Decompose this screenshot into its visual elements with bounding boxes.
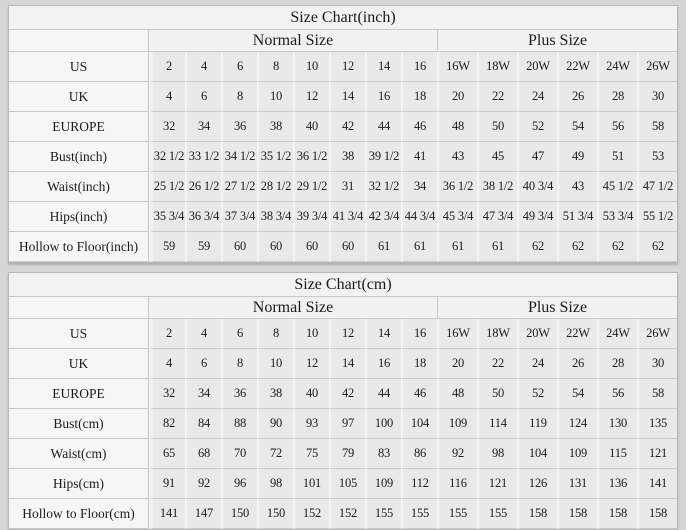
size-value-cell: 72: [257, 439, 293, 469]
group-header-empty-cell: [9, 30, 149, 52]
size-value-cell: 121: [477, 469, 517, 499]
size-value-cell: 42: [329, 112, 365, 142]
size-value-cell: 22W: [557, 52, 597, 82]
size-value-cell: 92: [185, 469, 221, 499]
size-value-cell: 40: [293, 379, 329, 409]
table-row: [9, 172, 677, 202]
size-value-cell: 28: [597, 349, 637, 379]
size-value-cell: 34 1/2: [221, 142, 257, 172]
size-value-cell: 4: [185, 319, 221, 349]
size-value-cell: 58: [637, 379, 677, 409]
size-value-cell: 93: [293, 409, 329, 439]
table-row: [9, 469, 677, 499]
size-value-cell: 130: [597, 409, 637, 439]
size-value-cell: 4: [149, 349, 185, 379]
size-value-cell: 59: [149, 232, 185, 262]
size-value-cell: 26: [557, 82, 597, 112]
size-value-cell: 60: [257, 232, 293, 262]
size-value-cell: 51 3/4: [557, 202, 597, 232]
group-header-row: [9, 30, 677, 52]
size-value-cell: 65: [149, 439, 185, 469]
size-value-cell: 36 1/2: [293, 142, 329, 172]
size-value-cell: 36 1/2: [437, 172, 477, 202]
group-header-plus-size: Plus Size: [437, 30, 677, 52]
size-value-cell: 83: [365, 439, 401, 469]
size-value-cell: 49 3/4: [517, 202, 557, 232]
row-label: Hips(cm): [9, 469, 149, 499]
size-value-cell: 61: [365, 232, 401, 262]
size-value-cell: 6: [221, 52, 257, 82]
size-value-cell: 6: [185, 349, 221, 379]
size-value-cell: 10: [257, 82, 293, 112]
size-value-cell: 86: [401, 439, 437, 469]
size-value-cell: 45: [477, 142, 517, 172]
group-header-plus-size: Plus Size: [437, 297, 677, 319]
size-value-cell: 109: [365, 469, 401, 499]
size-value-cell: 44: [365, 112, 401, 142]
size-value-cell: 33 1/2: [185, 142, 221, 172]
size-value-cell: 29 1/2: [293, 172, 329, 202]
size-value-cell: 40: [293, 112, 329, 142]
size-value-cell: 28: [597, 82, 637, 112]
size-value-cell: 2: [149, 52, 185, 82]
size-value-cell: 119: [517, 409, 557, 439]
size-value-cell: 22: [477, 82, 517, 112]
table-row: [9, 142, 677, 172]
size-value-cell: 45 3/4: [437, 202, 477, 232]
size-value-cell: 45 1/2: [597, 172, 637, 202]
size-value-cell: 16W: [437, 52, 477, 82]
size-value-cell: 61: [437, 232, 477, 262]
size-value-cell: 12: [293, 349, 329, 379]
size-value-cell: 155: [437, 499, 477, 529]
size-value-cell: 51: [597, 142, 637, 172]
row-label: US: [9, 52, 149, 82]
size-value-cell: 20W: [517, 52, 557, 82]
size-value-cell: 18W: [477, 319, 517, 349]
size-value-cell: 16: [401, 319, 437, 349]
size-value-cell: 109: [557, 439, 597, 469]
size-value-cell: 8: [221, 349, 257, 379]
table-row: [9, 82, 677, 112]
table-title-row: [9, 6, 677, 30]
size-value-cell: 8: [257, 52, 293, 82]
row-label: EUROPE: [9, 379, 149, 409]
size-value-cell: 10: [257, 349, 293, 379]
size-value-cell: 158: [517, 499, 557, 529]
size-value-cell: 58: [637, 112, 677, 142]
size-value-cell: 52: [517, 379, 557, 409]
size-value-cell: 14: [365, 319, 401, 349]
size-value-cell: 46: [401, 112, 437, 142]
size-value-cell: 47 3/4: [477, 202, 517, 232]
size-value-cell: 30: [637, 349, 677, 379]
size-value-cell: 25 1/2: [149, 172, 185, 202]
table-title: Size Chart(cm): [9, 273, 677, 297]
size-value-cell: 36 3/4: [185, 202, 221, 232]
size-value-cell: 70: [221, 439, 257, 469]
size-value-cell: 91: [149, 469, 185, 499]
size-value-cell: 109: [437, 409, 477, 439]
table-row: [9, 319, 677, 349]
size-value-cell: 20: [437, 82, 477, 112]
size-value-cell: 46: [401, 379, 437, 409]
group-header-row: [9, 297, 677, 319]
size-value-cell: 16: [365, 82, 401, 112]
size-value-cell: 37 3/4: [221, 202, 257, 232]
size-value-cell: 50: [477, 379, 517, 409]
size-value-cell: 88: [221, 409, 257, 439]
table-row: [9, 52, 677, 82]
size-value-cell: 18: [401, 82, 437, 112]
size-value-cell: 18: [401, 349, 437, 379]
size-value-cell: 131: [557, 469, 597, 499]
size-value-cell: 141: [637, 469, 677, 499]
size-value-cell: 141: [149, 499, 185, 529]
size-value-cell: 12: [329, 319, 365, 349]
table-row: [9, 499, 677, 529]
size-value-cell: 14: [365, 52, 401, 82]
size-value-cell: 115: [597, 439, 637, 469]
size-value-cell: 32: [149, 379, 185, 409]
size-value-cell: 36: [221, 112, 257, 142]
size-value-cell: 39 1/2: [365, 142, 401, 172]
size-value-cell: 10: [293, 319, 329, 349]
size-value-cell: 8: [257, 319, 293, 349]
size-value-cell: 38: [257, 112, 293, 142]
size-value-cell: 12: [329, 52, 365, 82]
size-value-cell: 59: [185, 232, 221, 262]
size-value-cell: 62: [517, 232, 557, 262]
size-value-cell: 41 3/4: [329, 202, 365, 232]
table-row: [9, 379, 677, 409]
size-value-cell: 4: [185, 52, 221, 82]
size-value-cell: 53 3/4: [597, 202, 637, 232]
table-row: [9, 112, 677, 142]
size-value-cell: 84: [185, 409, 221, 439]
table-row: [9, 409, 677, 439]
table-row: [9, 439, 677, 469]
size-value-cell: 34: [401, 172, 437, 202]
size-value-cell: 56: [597, 112, 637, 142]
size-value-cell: 121: [637, 439, 677, 469]
size-value-cell: 26W: [637, 52, 677, 82]
table-row: [9, 232, 677, 262]
size-value-cell: 152: [293, 499, 329, 529]
size-value-cell: 22: [477, 349, 517, 379]
row-label: Hollow to Floor(inch): [9, 232, 149, 262]
size-value-cell: 101: [293, 469, 329, 499]
size-value-cell: 47: [517, 142, 557, 172]
row-label: UK: [9, 82, 149, 112]
size-value-cell: 150: [221, 499, 257, 529]
size-value-cell: 155: [401, 499, 437, 529]
size-value-cell: 42 3/4: [365, 202, 401, 232]
size-value-cell: 158: [557, 499, 597, 529]
size-value-cell: 61: [477, 232, 517, 262]
size-value-cell: 16: [401, 52, 437, 82]
size-value-cell: 32 1/2: [365, 172, 401, 202]
size-value-cell: 60: [329, 232, 365, 262]
size-value-cell: 34: [185, 112, 221, 142]
size-value-cell: 147: [185, 499, 221, 529]
size-value-cell: 16W: [437, 319, 477, 349]
row-label: UK: [9, 349, 149, 379]
size-value-cell: 26 1/2: [185, 172, 221, 202]
size-value-cell: 116: [437, 469, 477, 499]
size-value-cell: 44 3/4: [401, 202, 437, 232]
row-label: Waist(inch): [9, 172, 149, 202]
size-value-cell: 61: [401, 232, 437, 262]
size-value-cell: 26W: [637, 319, 677, 349]
size-value-cell: 60: [221, 232, 257, 262]
size-value-cell: 43: [557, 172, 597, 202]
size-value-cell: 136: [597, 469, 637, 499]
size-value-cell: 34: [185, 379, 221, 409]
size-value-cell: 32 1/2: [149, 142, 185, 172]
row-label: Waist(cm): [9, 439, 149, 469]
size-value-cell: 35 3/4: [149, 202, 185, 232]
size-value-cell: 152: [329, 499, 365, 529]
size-value-cell: 52: [517, 112, 557, 142]
size-value-cell: 62: [557, 232, 597, 262]
size-value-cell: 135: [637, 409, 677, 439]
size-value-cell: 82: [149, 409, 185, 439]
size-value-cell: 100: [365, 409, 401, 439]
group-header-normal-size: Normal Size: [149, 30, 437, 52]
size-value-cell: 2: [149, 319, 185, 349]
size-value-cell: 6: [185, 82, 221, 112]
size-value-cell: 32: [149, 112, 185, 142]
size-value-cell: 79: [329, 439, 365, 469]
size-value-cell: 14: [329, 82, 365, 112]
size-value-cell: 12: [293, 82, 329, 112]
size-value-cell: 14: [329, 349, 365, 379]
size-value-cell: 126: [517, 469, 557, 499]
size-value-cell: 24: [517, 349, 557, 379]
size-value-cell: 35 1/2: [257, 142, 293, 172]
row-label: Hollow to Floor(cm): [9, 499, 149, 529]
size-value-cell: 20W: [517, 319, 557, 349]
size-value-cell: 42: [329, 379, 365, 409]
table-row: [9, 202, 677, 232]
size-value-cell: 31: [329, 172, 365, 202]
size-value-cell: 38 1/2: [477, 172, 517, 202]
row-label: Bust(cm): [9, 409, 149, 439]
size-value-cell: 6: [221, 319, 257, 349]
size-chart-cm-table: [8, 272, 678, 530]
size-value-cell: 38 3/4: [257, 202, 293, 232]
size-value-cell: 22W: [557, 319, 597, 349]
group-header-normal-size: Normal Size: [149, 297, 437, 319]
size-value-cell: 48: [437, 379, 477, 409]
size-value-cell: 105: [329, 469, 365, 499]
size-value-cell: 27 1/2: [221, 172, 257, 202]
size-value-cell: 98: [257, 469, 293, 499]
size-value-cell: 26: [557, 349, 597, 379]
size-value-cell: 54: [557, 379, 597, 409]
size-value-cell: 48: [437, 112, 477, 142]
size-value-cell: 16: [365, 349, 401, 379]
table-title-row: [9, 273, 677, 297]
size-value-cell: 155: [477, 499, 517, 529]
size-value-cell: 124: [557, 409, 597, 439]
size-value-cell: 56: [597, 379, 637, 409]
size-value-cell: 49: [557, 142, 597, 172]
size-value-cell: 36: [221, 379, 257, 409]
size-value-cell: 114: [477, 409, 517, 439]
size-value-cell: 104: [517, 439, 557, 469]
size-value-cell: 4: [149, 82, 185, 112]
group-header-empty-cell: [9, 297, 149, 319]
table-row: [9, 349, 677, 379]
size-value-cell: 155: [365, 499, 401, 529]
size-value-cell: 90: [257, 409, 293, 439]
size-value-cell: 92: [437, 439, 477, 469]
size-value-cell: 24W: [597, 319, 637, 349]
size-value-cell: 30: [637, 82, 677, 112]
size-value-cell: 40 3/4: [517, 172, 557, 202]
size-value-cell: 8: [221, 82, 257, 112]
size-value-cell: 54: [557, 112, 597, 142]
size-value-cell: 28 1/2: [257, 172, 293, 202]
size-value-cell: 47 1/2: [637, 172, 677, 202]
size-value-cell: 44: [365, 379, 401, 409]
table-title: Size Chart(inch): [9, 6, 677, 30]
size-value-cell: 98: [477, 439, 517, 469]
row-label: US: [9, 319, 149, 349]
size-value-cell: 158: [637, 499, 677, 529]
size-value-cell: 20: [437, 349, 477, 379]
size-value-cell: 75: [293, 439, 329, 469]
row-label: Hips(inch): [9, 202, 149, 232]
size-value-cell: 112: [401, 469, 437, 499]
size-value-cell: 43: [437, 142, 477, 172]
size-value-cell: 97: [329, 409, 365, 439]
size-value-cell: 96: [221, 469, 257, 499]
size-value-cell: 60: [293, 232, 329, 262]
size-value-cell: 68: [185, 439, 221, 469]
row-label: EUROPE: [9, 112, 149, 142]
size-value-cell: 62: [597, 232, 637, 262]
size-value-cell: 150: [257, 499, 293, 529]
size-value-cell: 62: [637, 232, 677, 262]
size-value-cell: 55 1/2: [637, 202, 677, 232]
row-label: Bust(inch): [9, 142, 149, 172]
size-value-cell: 18W: [477, 52, 517, 82]
size-value-cell: 158: [597, 499, 637, 529]
size-value-cell: 41: [401, 142, 437, 172]
size-value-cell: 53: [637, 142, 677, 172]
size-value-cell: 10: [293, 52, 329, 82]
size-value-cell: 38: [257, 379, 293, 409]
size-chart-inch-table: [8, 5, 678, 263]
size-value-cell: 50: [477, 112, 517, 142]
size-value-cell: 104: [401, 409, 437, 439]
size-value-cell: 24W: [597, 52, 637, 82]
size-value-cell: 24: [517, 82, 557, 112]
size-value-cell: 38: [329, 142, 365, 172]
size-value-cell: 39 3/4: [293, 202, 329, 232]
